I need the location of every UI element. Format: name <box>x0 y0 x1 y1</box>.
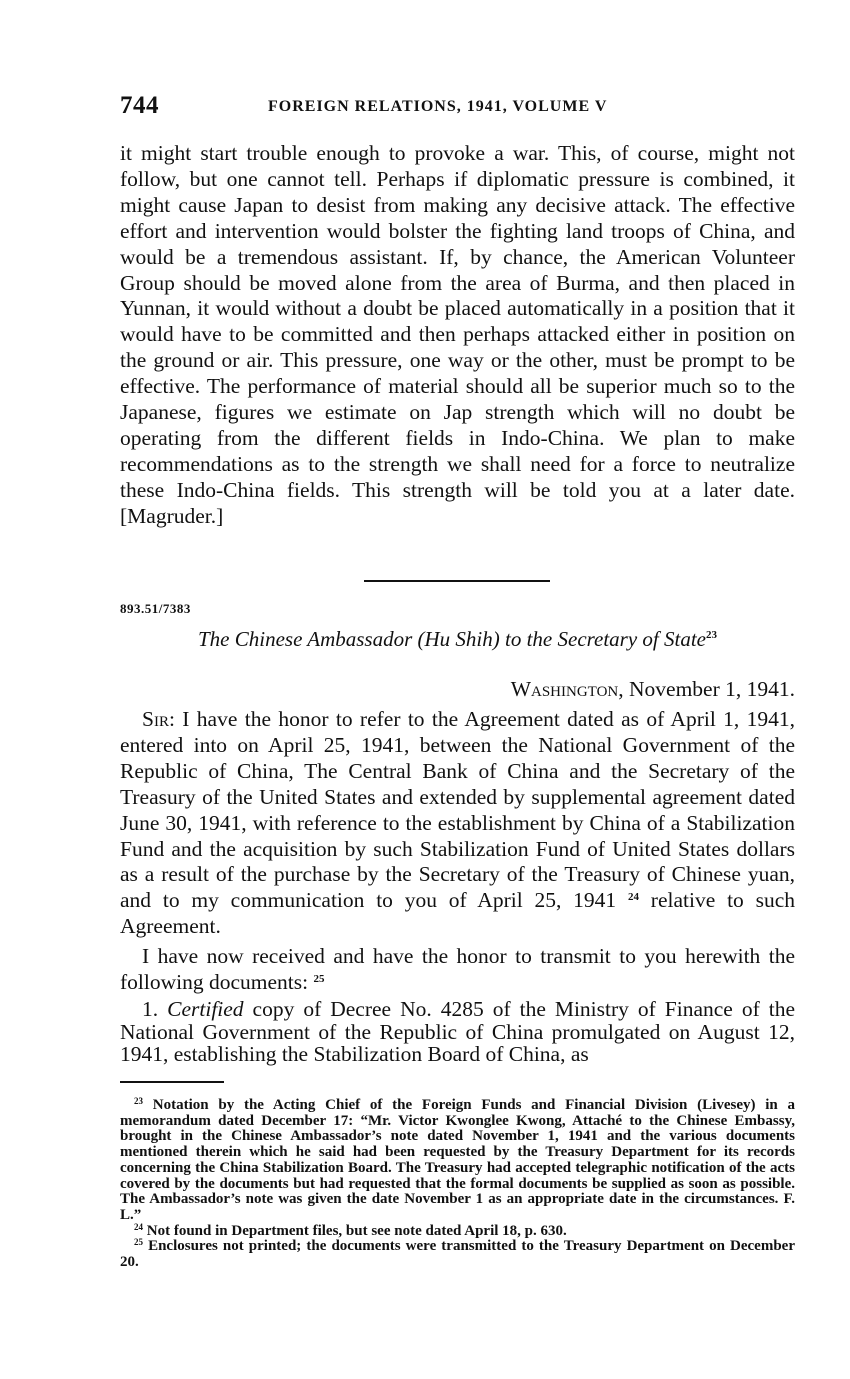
running-head <box>120 92 795 122</box>
footnote-23-mark: 23 <box>134 1096 143 1106</box>
footnote-divider <box>120 1081 224 1083</box>
item1-paragraph <box>120 998 795 1066</box>
footnote-25-mark: 25 <box>134 1237 143 1248</box>
para2-footnote-ref: 25 <box>313 973 325 986</box>
file-number: 893.51/7383 <box>120 601 191 616</box>
document-heading-text: The Chinese Ambassador (Hu Shih) to the Secretary of State <box>197 627 707 651</box>
footnote-24-text: Not found in Department files, but see note dated April 18, p. 630. <box>146 1222 567 1239</box>
dateline <box>511 677 795 702</box>
footnote-23-text: Notation by the Acting Chief of the Foreign Funds and Financial Division (Livesey) in a memorandum dated December 17: “Mr. Victor Kwonglee Kwong, Attaché to the Chinese Embassy, brought in the Chinese Ambassador’s note dated November 1, 1941 and the various documents mentioned therein which he said had been requested by the Treasury Department for its records concerning the China Stabilization Board. The Treasury had accepted telegraphic notification of the acts covered by the documents but had requested that the formal documents be supplied as soon as possible. The Ambassador’s note was given the date November 1 as an appropriate date in the circumstances. F. L.” <box>120 1097 795 1223</box>
enumerated-item-1 <box>120 998 795 1066</box>
item1-number: 1. <box>142 997 168 1021</box>
section-divider <box>364 580 550 582</box>
item1-text: copy of Decree No. 4285 of the Ministry of Finance of the National Government of the Republic of China promulgated on August 12, 1941, establishing the Stabilization Board of China, as <box>120 997 795 1066</box>
footnotes <box>120 1098 795 1271</box>
dateline-place: Washington <box>510 677 619 701</box>
footnote-25 <box>120 1239 795 1270</box>
heading-footnote-ref: 23 <box>706 629 718 641</box>
page-number: 744 <box>120 92 159 119</box>
footnote-23 <box>120 1098 795 1224</box>
letter-paragraph-1 <box>120 707 795 940</box>
footnote-25-text: Enclosures not printed; the documents were transmitted to the Treasury Department on December 20. <box>120 1238 795 1271</box>
running-title: FOREIGN RELATIONS, 1941, VOLUME V <box>268 98 608 115</box>
continuation-paragraph <box>120 141 795 530</box>
para1-text-b: relative to such Agreement. <box>120 888 796 939</box>
item1-italic: Certified <box>167 997 244 1021</box>
footnote-24 <box>120 1221 795 1240</box>
para1-footnote-ref: 24 <box>628 891 639 904</box>
salutation: Sir <box>142 707 169 731</box>
para2-text: I have now received and have the honor to transmit to you herewith the following documents: <box>120 944 795 995</box>
continuation-text: it might start trouble enough to provoke a war. This, of course, might not follow, but one cannot tell. Perhaps if diplomatic pressure is combined, it might cause Japan to desist from making any decisive attack. The effective effort and intervention would bolster the fighting land troops of China, and would be a tremendous assistant. If, by chance, the American Volunteer Group should be moved alone from the area of Burma, and then placed in Yunnan, it would without a doubt be placed automatically in a position that it would have to be committed and then perhaps attacked either in position on the ground or air. This pressure, one way or the other, must be prompt to be effective. The performance of material should all be superior much so to the Japanese, figures we estimate on Jap strength which will no doubt be operating from the different fields in Indo-China. We plan to make recommendations as to the strength we shall need for a force to neutralize these Indo-China fields. This strength will be told you at a later date. [Magruder.] <box>120 141 795 528</box>
para1-text-a: : I have the honor to refer to the Agreement dated as of April 1, 1941, entered into on April 25, 1941, between the National Government of the Republic of China, The Central Bank of China and the Secretary of the Treasury of the United States and extended by supplemental agreement dated June 30, 1941, with reference to the establishment by China of a Stabilization Fund and the acquisition by such Stabilization Fund of United States dollars as a result of the purchase by the Secretary of the Treasury of Chinese yuan, and to my communication to you of April 25, 1941 <box>120 707 795 913</box>
document-heading <box>120 627 795 652</box>
letter-paragraph-2 <box>120 944 795 996</box>
footnote-24-mark: 24 <box>134 1221 143 1232</box>
dateline-date: , November 1, 1941. <box>618 677 795 701</box>
letter-body <box>120 707 795 996</box>
